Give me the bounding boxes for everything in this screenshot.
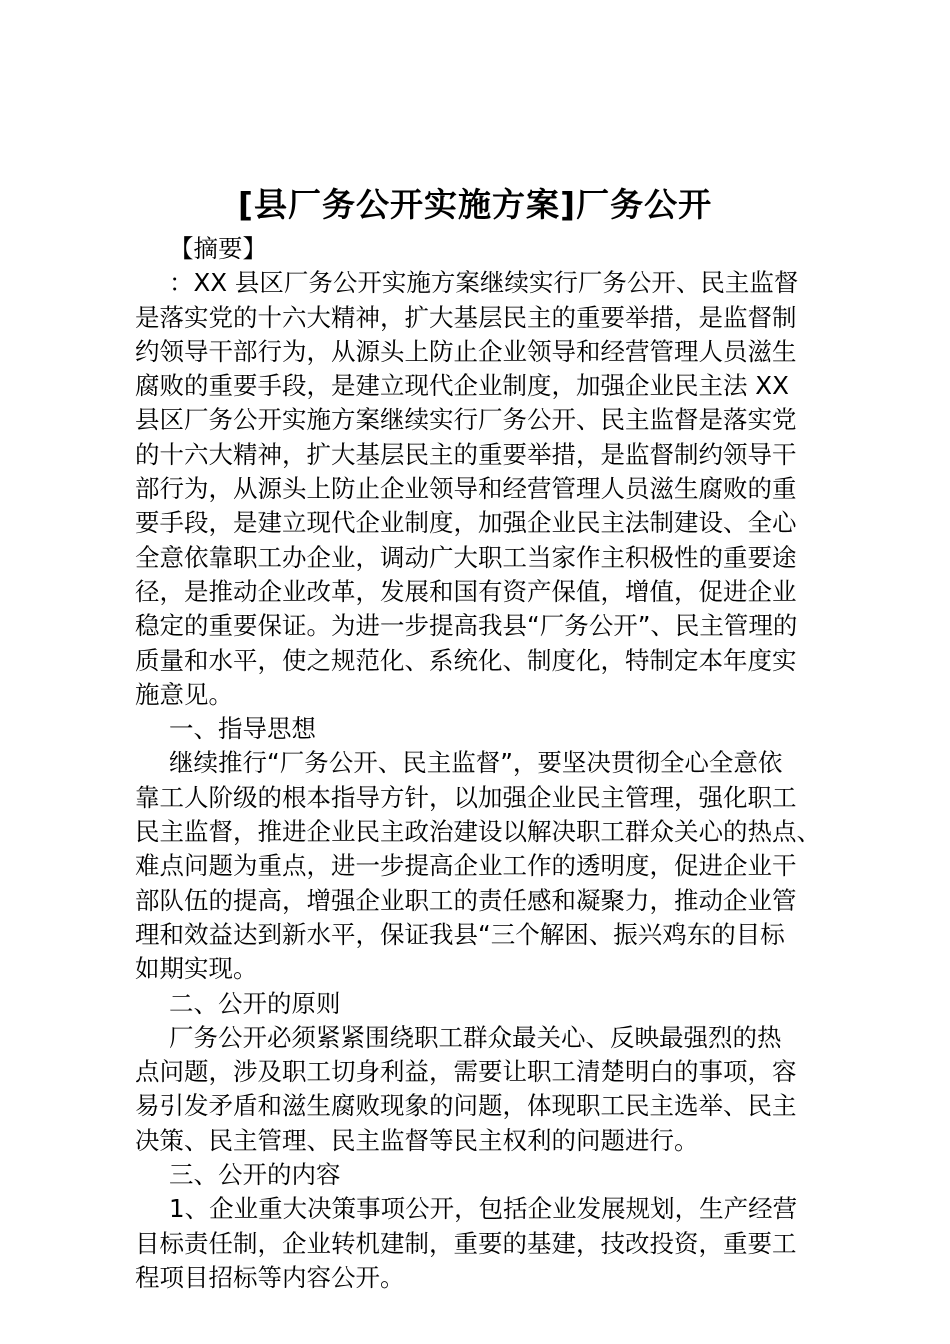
text-line: 部队伍的提高，增强企业职工的责任感和凝聚力，推动企业管 (135, 885, 797, 915)
text-line: 厂务公开必须紧紧围绕职工群众最关心、反映最强烈的热 (169, 1022, 782, 1052)
text-line: 理和效益达到新水平，保证我县“三个解困、振兴鸡东的目标 (135, 919, 785, 949)
text-line: 如期实现。 (135, 954, 258, 984)
text-line: 靠工人阶级的根本指导方针，以加强企业民主管理，强化职工 (135, 782, 797, 812)
text-line: 是落实党的十六大精神，扩大基层民主的重要举措，是监督制 (135, 302, 797, 332)
document-body (135, 232, 835, 1295)
text-line: 1、企业重大决策事项公开，包括企业发展规划，生产经营 (169, 1194, 798, 1224)
text-line: 【摘要】 (169, 234, 267, 263)
text-line: 质量和水平，使之规范化、系统化、制度化，特制定本年度实 (135, 645, 797, 675)
text-line: 目标责任制，企业转机建制，重要的基建，技改投资，重要工 (135, 1228, 797, 1258)
text-line: 易引发矛盾和滋生腐败现象的问题，体现职工民主选举、民主 (135, 1091, 797, 1121)
text-line: 难点问题为重点，进一步提高企业工作的透明度，促进企业干 (135, 851, 797, 881)
text-line: 继续推行“厂务公开、民主监督”，要坚决贯彻全心全意依 (169, 748, 783, 778)
section-heading: 一、指导思想 (169, 714, 316, 744)
text-line: 县区厂务公开实施方案继续实行厂务公开、民主监督是落实党 (135, 405, 797, 435)
text-line: 部行为，从源头上防止企业领导和经营管理人员滋生腐败的重 (135, 474, 797, 504)
text-line: 径，是推动企业改革，发展和国有资产保值，增值，促进企业 (135, 576, 797, 606)
text-line: 施意见。 (135, 679, 233, 709)
text-line: 决策、民主管理、民主监督等民主权利的问题进行。 (135, 1125, 699, 1155)
section-heading: 三、公开的内容 (169, 1160, 341, 1190)
text-line: 要手段，是建立现代企业制度，加强企业民主法制建设、全心 (135, 508, 797, 538)
section-heading: 二、公开的原则 (169, 988, 341, 1018)
text-line: 的十六大精神，扩大基层民主的重要举措，是监督制约领导干 (135, 439, 797, 469)
text-line: 腐败的重要手段，是建立现代企业制度，加强企业民主法 XX (135, 371, 789, 401)
text-line: 约领导干部行为，从源头上防止企业领导和经营管理人员滋生 (135, 336, 797, 366)
text-line: 程项目招标等内容公开。 (135, 1262, 405, 1292)
text-line: ：XX 县区厂务公开实施方案继续实行厂务公开、民主监督 (169, 268, 799, 298)
text-line: 全意依靠职工办企业，调动广大职工当家作主积极性的重要途 (135, 542, 797, 572)
text-line: 民主监督，推进企业民主政治建设以解决职工群众关心的热点、 (135, 817, 821, 847)
text-line: 点问题，涉及职工切身利益，需要让职工清楚明白的事项，容 (135, 1057, 797, 1087)
text-line: 稳定的重要保证。为进一步提高我县“厂务公开”、民主管理的 (135, 611, 798, 641)
page-title: [县厂务公开实施方案]厂务公开 (237, 185, 713, 224)
